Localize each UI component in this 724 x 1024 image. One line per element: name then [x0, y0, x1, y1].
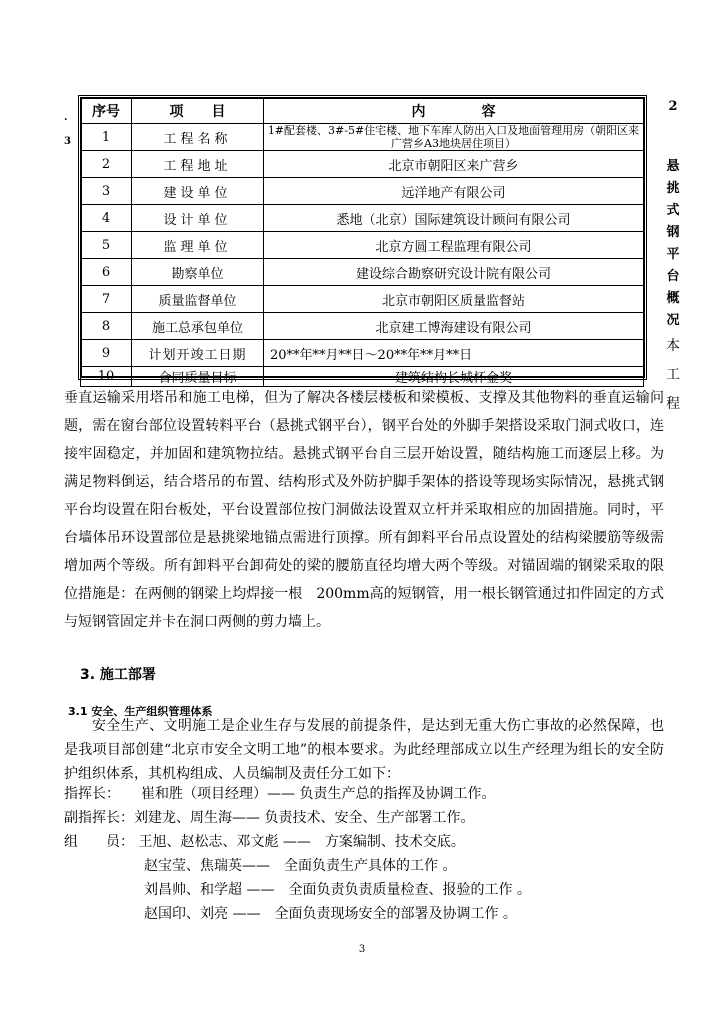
side-heading-char: 台 — [666, 269, 680, 284]
org-line-deputy: 副指挥长：刘建龙、周生海—— 负责技术、安全、生产部署工作。 — [64, 810, 475, 826]
row-no: 6 — [81, 259, 132, 286]
row-content: 北京方圆工程监理有限公司 — [264, 232, 644, 259]
row-no: 1 — [81, 124, 132, 151]
row-no: 7 — [81, 286, 132, 313]
side-heading-char: 悬 — [666, 159, 680, 174]
row-item: 建设单位 — [132, 178, 264, 205]
table-row — [81, 205, 644, 232]
table-row — [81, 340, 644, 367]
row-no: 10 — [81, 367, 132, 387]
margin-mark-number: 3 — [64, 136, 71, 147]
table-header-row — [81, 98, 644, 124]
row-content: 悉地（北京）国际建筑设计顾问有限公司 — [264, 205, 644, 232]
header-content: 内 容 — [264, 98, 644, 124]
org-line-member: 赵宝莹、焦瑞英—— 全面负责生产具体的工作 。 — [144, 858, 457, 874]
row-content: 20**年**月**日～20**年**月**日 — [264, 340, 644, 367]
row-content: 北京市朝阳区质量监督站 — [264, 286, 644, 313]
side-heading-char: 式 — [666, 203, 680, 218]
row-item: 计划开竣工日期 — [132, 340, 264, 367]
table-row — [81, 232, 644, 259]
org-line-members: 组 员： 王旭、赵松志、邓文彪 —— 方案编制、技术交底。 — [64, 834, 465, 850]
table-row — [81, 313, 644, 340]
org-paragraph-text: 安全生产、文明施工是企业生存与发展的前提条件，是达到无重大伤亡事故的必然保障，也是我项目部创建“北京市安全文明工地”的根本要求。为此经理部成立以生产经理为组长的安全防护组织体系，其机构组成、人员编制及责任分工如下： — [64, 718, 664, 782]
side-heading-number: 2 — [668, 99, 678, 114]
row-no: 3 — [81, 178, 132, 205]
row-content: 建筑结构长城杯金奖 — [264, 367, 644, 387]
row-item: 合同质量目标 — [132, 367, 264, 387]
row-item: 工程地址 — [132, 151, 264, 178]
page-number: 3 — [358, 944, 366, 955]
row-no: 4 — [81, 205, 132, 232]
row-item: 质量监督单位 — [132, 286, 264, 313]
side-heading-char: 钢 — [666, 225, 680, 240]
row-item: 工程名称 — [132, 124, 264, 151]
table-row — [81, 286, 644, 313]
header-item: 项 目 — [132, 98, 264, 124]
subsection-title: 3.1 安全、生产组织管理体系 — [68, 705, 213, 718]
org-paragraph — [64, 714, 664, 786]
side-heading-char: 况 — [666, 313, 680, 328]
row-content: 北京市朝阳区来广营乡 — [264, 151, 644, 178]
org-line-member: 赵国印、刘亮 —— 全面负责现场安全的部署及协调工作 。 — [144, 906, 517, 922]
row-item: 施工总承包单位 — [132, 313, 264, 340]
side-heading-char: 平 — [666, 247, 680, 262]
table-row — [81, 124, 644, 151]
side-text-char: 程 — [666, 396, 680, 412]
org-line-member: 刘昌帅、和学超 —— 全面负责负责质量检查、报验的工作 。 — [144, 882, 531, 898]
row-no: 5 — [81, 232, 132, 259]
body-paragraph-text: 垂直运输采用塔吊和施工电梯，但为了解决各楼层楼板和梁模板、支撑及其他物料的垂直运输问题，需在窗台部位设置转料平台（悬挑式钢平台），钢平台处的外脚手架搭设采取门洞式收口，连接牢固稳定，并加固和建筑物拉结。悬挑式钢平台自三层开始设置，随结构施工而逐层上移。为满足物料倒运，结合塔吊的布置、结构形式及外防护脚手架体的搭设等现场实际情况，悬挑式钢平台均设置在阳台板处，平台设置部位按门洞做法设置双立杆并采取相应的加固措施。同时，平台墙体吊环设置部位是悬挑梁地锚点需进行顶撑。所有卸料平台吊点设置处的结构梁腰筋等级需增加两个等级。所有卸料平台卸荷处的梁的腰筋直径均增大两个等级。对锚固端的钢梁采取的限位措施是：在两侧的钢梁上均焊接一根 200mm高的短钢管，用一根长钢管通过扣件固定的方式与短钢管固定并卡在洞口两侧的剪力墙上。 — [64, 390, 664, 630]
body-paragraph — [64, 384, 664, 636]
side-heading — [662, 96, 684, 419]
row-content: 远洋地产有限公司 — [264, 178, 644, 205]
margin-mark-dot: . — [64, 112, 68, 123]
side-text-char: 本 — [666, 338, 680, 354]
table-row — [81, 178, 644, 205]
side-heading-char: 概 — [666, 291, 680, 306]
header-no: 序号 — [81, 98, 132, 124]
row-no: 2 — [81, 151, 132, 178]
row-content: 1#配套楼、3#-5#住宅楼、地下车库人防出入口及地面管理用房（朝阳区来广营乡A3地块居住项目） — [264, 124, 644, 151]
row-item: 设计单位 — [132, 205, 264, 232]
org-line-commander: 指挥长： 崔和胜（项目经理）—— 负责生产总的指挥及协调工作。 — [64, 786, 496, 802]
row-content: 北京建工博海建设有限公司 — [264, 313, 644, 340]
side-heading-char: 挑 — [666, 181, 680, 196]
side-text-char: 工 — [666, 367, 680, 383]
row-no: 8 — [81, 313, 132, 340]
project-info-table — [80, 97, 644, 387]
row-content: 建设综合勘察研究设计院有限公司 — [264, 259, 644, 286]
row-no: 9 — [81, 340, 132, 367]
table-row — [81, 151, 644, 178]
table-row — [81, 259, 644, 286]
section-title: 3. 施工部署 — [80, 667, 156, 683]
row-item: 监理单位 — [132, 232, 264, 259]
row-item: 勘察单位 — [132, 259, 264, 286]
